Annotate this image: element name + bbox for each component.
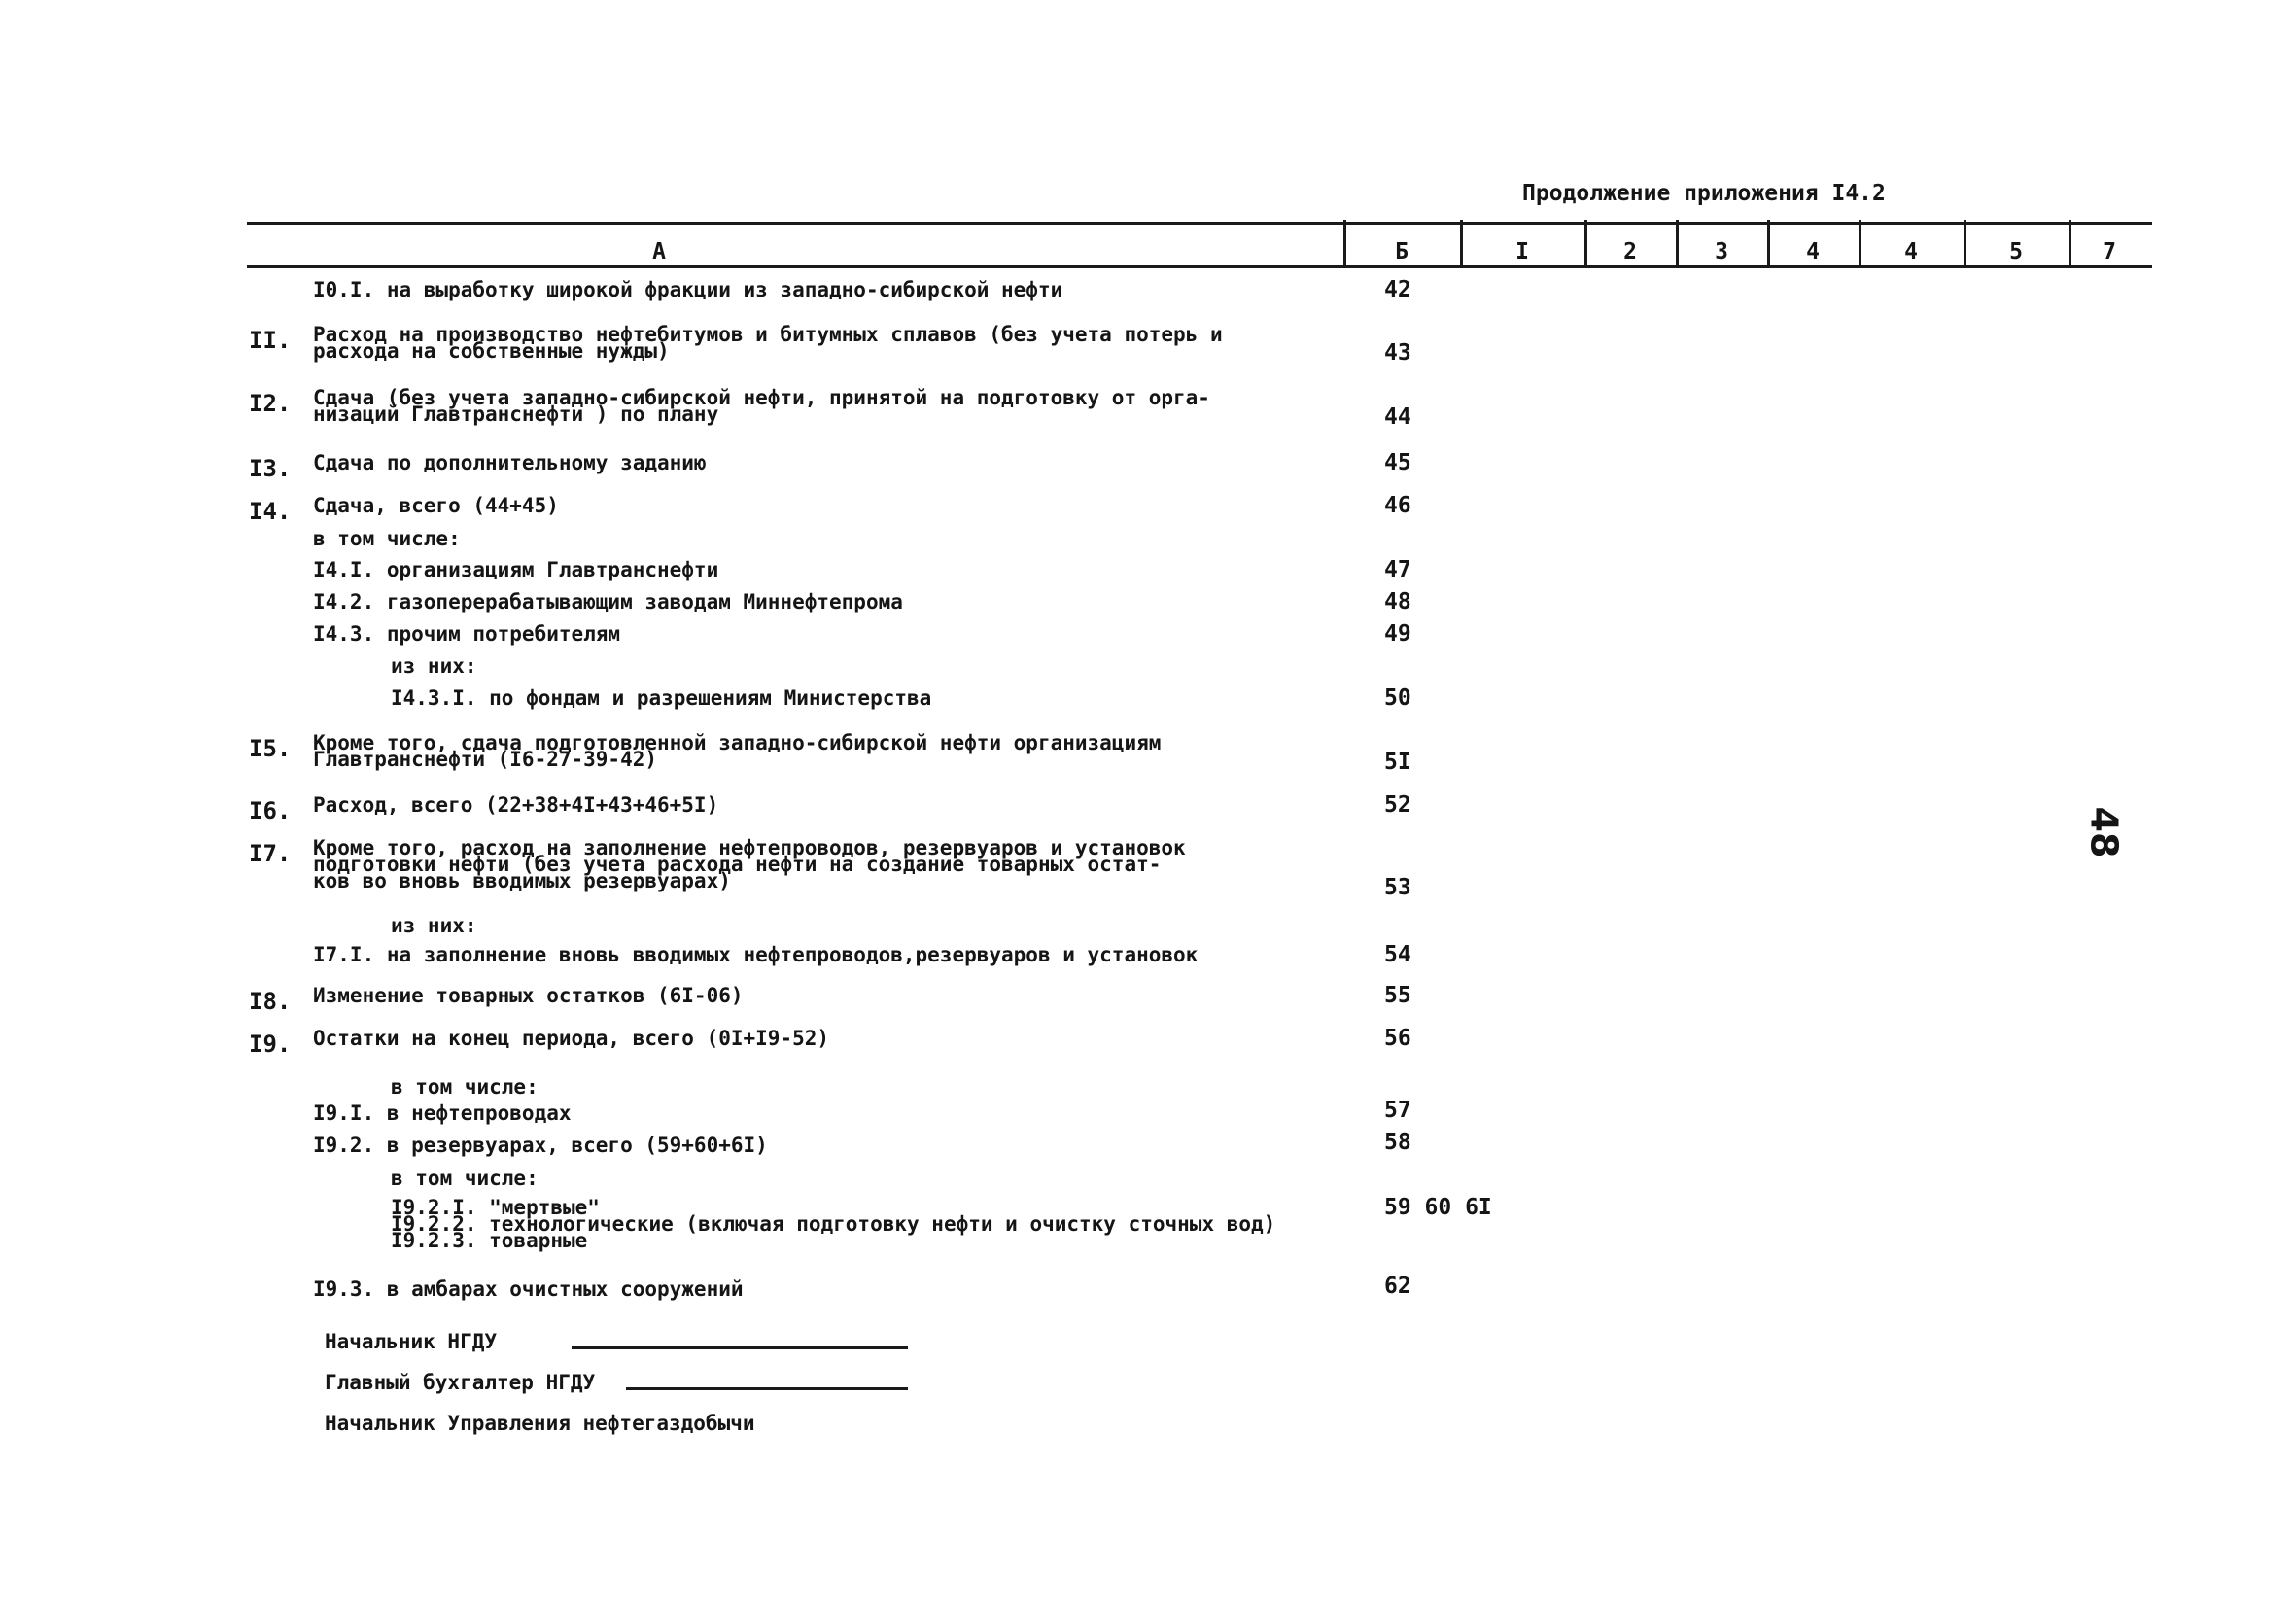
column-header: Б	[1395, 239, 1409, 264]
row-number: I8.	[249, 988, 292, 1015]
row-code: 59 60 6I	[1384, 1195, 1492, 1220]
row-code: 62	[1384, 1274, 1411, 1299]
row-code: 52	[1384, 792, 1411, 818]
appendix-caption: Продолжение приложения I4.2	[1522, 181, 1886, 206]
row-text: I9.3. в амбарах очистных сооружений	[313, 1277, 744, 1301]
row-text: I9.2.I. "мертвые" I9.2.2. технологические (включая подготовку нефти и очистку сточных вод) I9.2.3. товарные	[391, 1196, 1276, 1252]
signature-line	[572, 1346, 908, 1349]
signature-label: Главный бухгалтер НГДУ	[325, 1371, 596, 1394]
row-number: I9.	[249, 1031, 292, 1058]
row-code: 48	[1384, 589, 1411, 614]
column-header: 4	[1806, 239, 1820, 264]
row-text: в том числе:	[391, 1167, 539, 1190]
column-divider	[1343, 220, 1346, 266]
row-code: 5I	[1384, 750, 1411, 775]
row-code: 50	[1384, 685, 1411, 711]
row-number: I4.	[249, 498, 292, 525]
signature-line	[626, 1387, 908, 1390]
row-code: 54	[1384, 942, 1411, 967]
row-code: 53	[1384, 875, 1411, 900]
row-code: 56	[1384, 1026, 1411, 1051]
row-text: из них:	[391, 654, 477, 678]
column-header: 5	[2009, 239, 2023, 264]
row-code: 55	[1384, 983, 1411, 1008]
column-divider	[1584, 220, 1587, 266]
column-divider	[1676, 220, 1679, 266]
row-code: 42	[1384, 277, 1411, 302]
row-code: 45	[1384, 450, 1411, 475]
row-number: II.	[249, 327, 292, 354]
row-code: 49	[1384, 621, 1411, 647]
column-divider	[1767, 220, 1770, 266]
row-text: из них:	[391, 914, 477, 937]
row-number: I6.	[249, 797, 292, 824]
row-text: Сдача, всего (44+45)	[313, 494, 559, 517]
row-text: Изменение товарных остатков (6I-06)	[313, 984, 744, 1007]
row-text: I9.I. в нефтепроводах	[313, 1101, 572, 1125]
row-text: в том числе:	[313, 527, 461, 550]
row-code: 44	[1384, 404, 1411, 430]
row-text: I9.2. в резервуарах, всего (59+60+6I)	[313, 1134, 768, 1157]
row-text: Остатки на конец периода, всего (0I+I9-52)	[313, 1027, 830, 1050]
column-header: 4	[1904, 239, 1918, 264]
row-code: 58	[1384, 1130, 1411, 1155]
row-number: I7.	[249, 840, 292, 867]
signature-label: Начальник НГДУ	[325, 1330, 498, 1353]
row-text: Расход на производство нефтебитумов и битумных сплавов (без учета потерь и расхода на собственные нужды)	[313, 323, 1223, 363]
row-text: I4.2. газоперерабатывающим заводам Миннефтепрома	[313, 590, 903, 613]
row-text: I4.3.I. по фондам и разрешениям Министерства	[391, 686, 932, 710]
signature-label: Начальник Управления нефтегаздобычи	[325, 1412, 755, 1435]
column-divider	[1964, 220, 1966, 266]
row-text: Сдача по дополнительному заданию	[313, 451, 707, 474]
row-text: Кроме того, расход на заполнение нефтепроводов, резервуаров и установок подготовки нефти (без учета расхода нефти на создание товарных остат- ков во вновь вводимых резервуарах)	[313, 836, 1186, 892]
column-divider	[1859, 220, 1861, 266]
row-text: Кроме того, сдача подготовленной западно-сибирской нефти организациям Главтранснефти (I6-27-39-42)	[313, 731, 1162, 771]
column-header: А	[652, 239, 666, 264]
row-text: Сдача (без учета западно-сибирской нефти, принятой на подготовку от орга- низаций Главтранснефти ) по плану	[313, 386, 1210, 426]
header-bottom-rule	[247, 265, 2152, 268]
row-code: 57	[1384, 1098, 1411, 1123]
row-text: I0.I. на выработку широкой фракции из западно-сибирской нефти	[313, 278, 1063, 301]
header-top-rule	[247, 222, 2152, 225]
row-code: 46	[1384, 493, 1411, 518]
row-number: I2.	[249, 390, 292, 417]
row-code: 43	[1384, 340, 1411, 366]
row-text: I7.I. на заполнение вновь вводимых нефтепроводов,резервуаров и установок	[313, 943, 1199, 966]
column-header: 2	[1623, 239, 1637, 264]
row-number: I3.	[249, 455, 292, 482]
column-header: I	[1515, 239, 1529, 264]
row-text: I4.3. прочим потребителям	[313, 622, 621, 646]
column-divider	[2069, 220, 2071, 266]
column-divider	[1460, 220, 1463, 266]
row-number: I5.	[249, 735, 292, 762]
row-code: 47	[1384, 557, 1411, 582]
page-number: 48	[2082, 806, 2126, 858]
column-header: 3	[1715, 239, 1728, 264]
row-text: в том числе:	[391, 1075, 539, 1099]
row-text: I4.I. организациям Главтранснефти	[313, 558, 719, 581]
column-header: 7	[2103, 239, 2116, 264]
row-text: Расход, всего (22+38+4I+43+46+5I)	[313, 793, 719, 817]
